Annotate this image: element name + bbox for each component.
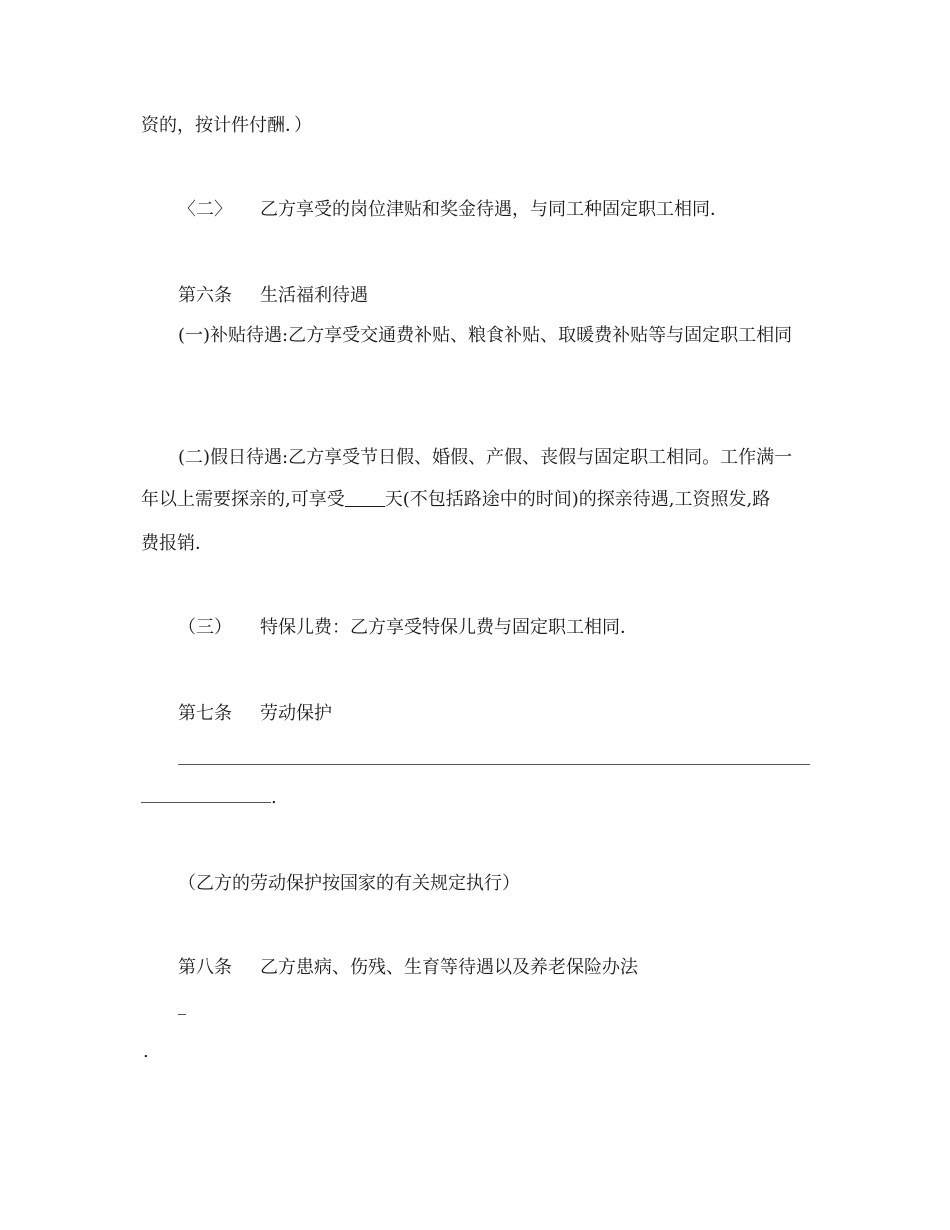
article-8-heading bbox=[178, 956, 638, 980]
clause-number: （三） bbox=[178, 617, 232, 638]
paragraph-text: (一)补贴待遇:乙方享受交通费补贴、粮食补贴、取暖费补贴等与固定职工相同 bbox=[178, 325, 793, 346]
article-7-note bbox=[178, 872, 520, 896]
fill-in-line[interactable] bbox=[178, 764, 810, 765]
article-7-heading bbox=[178, 702, 332, 726]
article-title: 乙方患病、伤残、生育等待遇以及养老保险办法 bbox=[260, 957, 638, 978]
paragraph-wage-end bbox=[141, 114, 312, 138]
clause-text: 乙方享受的岗位津贴和奖金待遇，与同工种固定职工相同． bbox=[260, 199, 728, 220]
article-title: 生活福利待遇 bbox=[260, 285, 368, 306]
fill-in-blank[interactable] bbox=[345, 488, 385, 507]
article-number: 第八条 bbox=[178, 957, 232, 978]
article-6-heading bbox=[178, 284, 368, 308]
paragraph-text: （乙方的劳动保护按国家的有关规定执行） bbox=[178, 873, 520, 894]
paragraph-holiday-line-3 bbox=[141, 532, 213, 556]
paragraph-childcare bbox=[178, 616, 638, 640]
trailing-dot: . bbox=[143, 1041, 149, 1062]
article-number: 第六条 bbox=[178, 285, 232, 306]
paragraph-text: 资的，按计件付酬．） bbox=[141, 115, 312, 136]
fill-in-line-end: . bbox=[271, 787, 277, 808]
paragraph-text: 年以上需要探亲的,可享受 bbox=[141, 489, 345, 510]
fill-in-line[interactable] bbox=[178, 1014, 186, 1015]
paragraph-subsidy bbox=[178, 324, 792, 348]
article-number: 第七条 bbox=[178, 703, 232, 724]
article-title: 劳动保护 bbox=[260, 703, 332, 724]
paragraph-holiday-line-1 bbox=[178, 446, 792, 470]
paragraph-text: 费报销． bbox=[141, 533, 213, 554]
clause-number: 〈二〉 bbox=[178, 199, 232, 220]
clause-text: 特保儿费：乙方享受特保儿费与固定职工相同． bbox=[260, 617, 638, 638]
paragraph-holiday-line-2 bbox=[141, 488, 770, 512]
paragraph-text: (二)假日待遇:乙方享受节日假、婚假、产假、丧假与固定职工相同。工作满一 bbox=[178, 447, 793, 468]
paragraph-text: 天(不包括路途中的时间)的探亲待遇,工资照发,路 bbox=[384, 489, 771, 510]
fill-in-line[interactable] bbox=[141, 802, 271, 803]
paragraph-allowance bbox=[178, 198, 728, 222]
